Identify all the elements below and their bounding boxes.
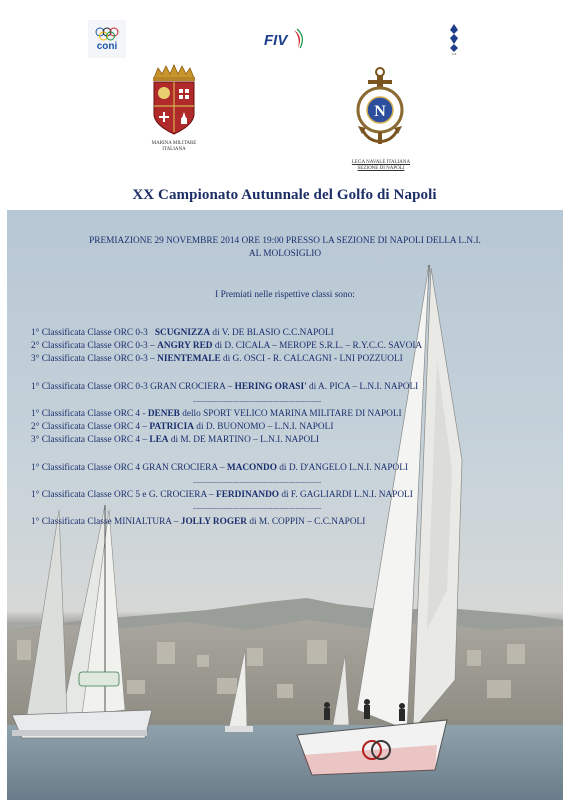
separator-line: ------------------------------------------------------- <box>193 478 322 486</box>
result-row: 3° Classificata Classe ORC 0-3 – NIENTEMALE di G. OSCI - R. CALCAGNI - LNI POZZUOLI <box>31 354 403 364</box>
lega-navale-emblem <box>352 66 408 152</box>
coni-logo <box>88 20 126 58</box>
regatta-photo-poster <box>7 210 563 800</box>
ceremony-line-2: AL MOLOSIGLIO <box>248 249 322 259</box>
separator-line: ------------------------------------------------------- <box>193 504 322 512</box>
fiv-logo <box>262 26 306 52</box>
result-row: 1° Classificata Classe ORC 0-3 SCUGNIZZA di V. DE BLASIO C.C.NAPOLI <box>31 328 334 338</box>
result-row: 2° Classificata Classe ORC 0-3 – ANGRY RED di D. CICALA – MEROPE S.R.L. – R.Y.C.C. SAVOIA <box>31 341 423 351</box>
result-row: 1° Classificata Classe ORC 4 GRAN CROCIERA – MACONDO di D. D'ANGELO L.N.I. NAPOLI <box>31 463 408 473</box>
page-title: XX Campionato Autunnale del Golfo di Napoli <box>132 187 437 203</box>
marina-militare-caption: MARINA MILITARE ITALIANA <box>151 141 197 152</box>
winners-intro: I Premiati nelle rispettive classi sono: <box>215 290 355 300</box>
svg-text:LNI: LNI <box>451 52 457 56</box>
result-row: 1° Classificata Classe MINIALTURA – JOLLY ROGER di M. COPPIN – C.C.NAPOLI <box>31 517 366 527</box>
result-row: 1° Classificata Classe ORC 5 e G. CROCIERA – FERDINANDO di F. GAGLIARDI L.N.I. NAPOLI <box>31 490 413 500</box>
svg-text:FIV: FIV <box>264 32 288 49</box>
lega-navale-caption: LEGA NAVALE ITALIANA SEZIONE DI NAPOLI <box>351 160 411 171</box>
separator-line: ------------------------------------------------------- <box>193 397 322 405</box>
result-row: 2° Classificata Classe ORC 4 – PATRICIA di D. BUONOMO – L.N.I. NAPOLI <box>31 422 334 432</box>
ceremony-line-1: PREMIAZIONE 29 NOVEMBRE 2014 ORE 19:00 PRESSO LA SEZIONE DI NAPOLI DELLA L.N.I. <box>89 236 481 246</box>
marina-militare-crest <box>146 64 202 136</box>
svg-text:N: N <box>374 103 386 120</box>
result-row: 1° Classificata Classe ORC 0-3 GRAN CROCIERA – HERING ORASI' di A. PICA – L.N.I. NAPOLI <box>31 382 419 392</box>
svg-text:coni: coni <box>96 41 118 52</box>
result-row: 1° Classificata Classe ORC 4 - DENEB dello SPORT VELICO MARINA MILITARE DI NAPOLI <box>31 409 402 419</box>
result-row: 3° Classificata Classe ORC 4 – LEA di M. DE MARTINO – L.N.I. NAPOLI <box>31 435 320 445</box>
lni-small-logo <box>443 22 465 56</box>
